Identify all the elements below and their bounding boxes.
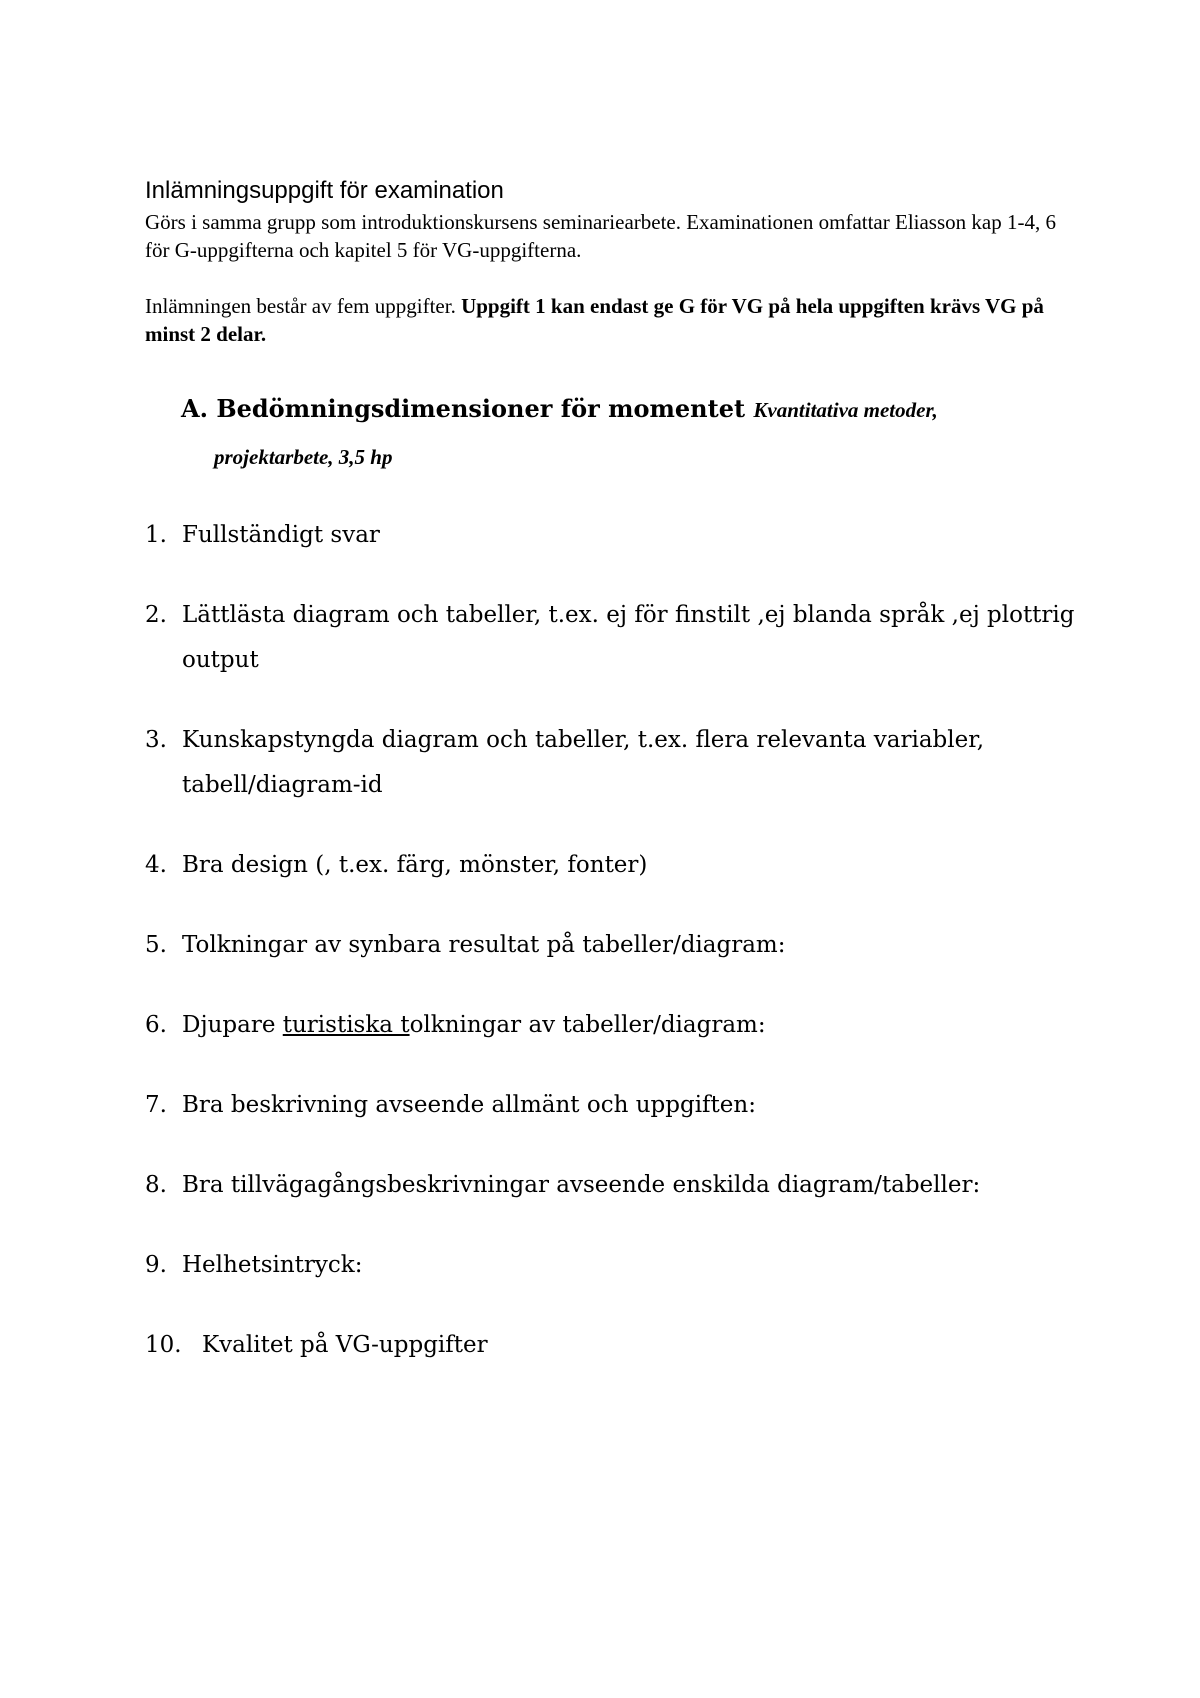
criterion-number: 5. [145, 932, 167, 958]
criterion-item [145, 718, 1085, 808]
section-heading [181, 386, 1061, 480]
criterion-text: Bra tillvägagångsbeskrivningar avseende enskilda diagram/tabeller: [182, 1172, 981, 1198]
criterion-item [145, 593, 1085, 683]
criterion-number: 1. [145, 522, 167, 548]
criterion-text: Fullständigt svar [182, 522, 380, 548]
section-heading-text: Bedömningsdimensioner för momentet [216, 394, 746, 423]
criterion-item [145, 1003, 1085, 1048]
criterion-number: 3. [145, 727, 167, 753]
criterion-number: 10. [145, 1332, 182, 1358]
criterion-text: Kunskapstyngda diagram och tabeller, t.ex. flera relevanta variabler, tabell/diagram-id [182, 727, 985, 798]
criterion-text: Bra design (, t.ex. färg, mönster, fonter) [182, 852, 648, 878]
criterion-text-suffix: olkningar av tabeller/diagram: [409, 1012, 766, 1038]
intro-paragraph: Görs i samma grupp som introduktionskursens seminariearbete. Examinationen omfattar Eliasson kap 1-4, 6 för G-uppgifterna och kapitel 5 för VG-uppgifterna. [145, 210, 1056, 262]
criterion-text: Helhetsintryck: [182, 1252, 363, 1278]
criterion-item [145, 1163, 1085, 1208]
criterion-text: Tolkningar av synbara resultat på tabeller/diagram: [182, 932, 786, 958]
criterion-item [145, 843, 1085, 888]
criterion-text: Lättlästa diagram och tabeller, t.ex. ej för finstilt ,ej blanda språk ,ej plottrig output [182, 602, 1075, 673]
document-title: Inlämningsuppgift för examination [145, 177, 504, 204]
criterion-item [145, 513, 1085, 558]
section-label: A. [181, 394, 208, 423]
criterion-item [145, 923, 1085, 968]
criterion-text: Kvalitet på VG-uppgifter [202, 1332, 488, 1358]
section-heading-italic: Kvantitativa metoder, [753, 398, 938, 422]
criterion-text: Bra beskrivning avseende allmänt och uppgiften: [182, 1092, 756, 1118]
section-heading-line1 [181, 386, 1061, 433]
criterion-underlined-text: turistiska t [282, 1012, 410, 1038]
criterion-item [145, 1243, 1085, 1288]
criterion-number: 2. [145, 602, 167, 628]
criteria-list [145, 513, 1085, 1368]
criterion-number: 6. [145, 1012, 167, 1038]
criterion-number: 4. [145, 852, 167, 878]
section-heading-italic-cont: projektarbete, 3,5 hp [214, 445, 393, 469]
criterion-number: 7. [145, 1092, 167, 1118]
criterion-number: 9. [145, 1252, 167, 1278]
criterion-item [145, 1323, 1085, 1368]
criterion-number: 8. [145, 1172, 167, 1198]
submission-paragraph [145, 292, 1085, 348]
criterion-item [145, 1083, 1085, 1128]
section-heading-line2 [181, 433, 1061, 480]
criterion-text-prefix: Djupare [182, 1012, 283, 1038]
submission-text: Inlämningen består av fem uppgifter. [145, 294, 462, 318]
submission-bold-text: Uppgift 1 kan endast ge G för VG på hela uppgiften krävs VG på minst 2 delar. [145, 294, 1044, 346]
